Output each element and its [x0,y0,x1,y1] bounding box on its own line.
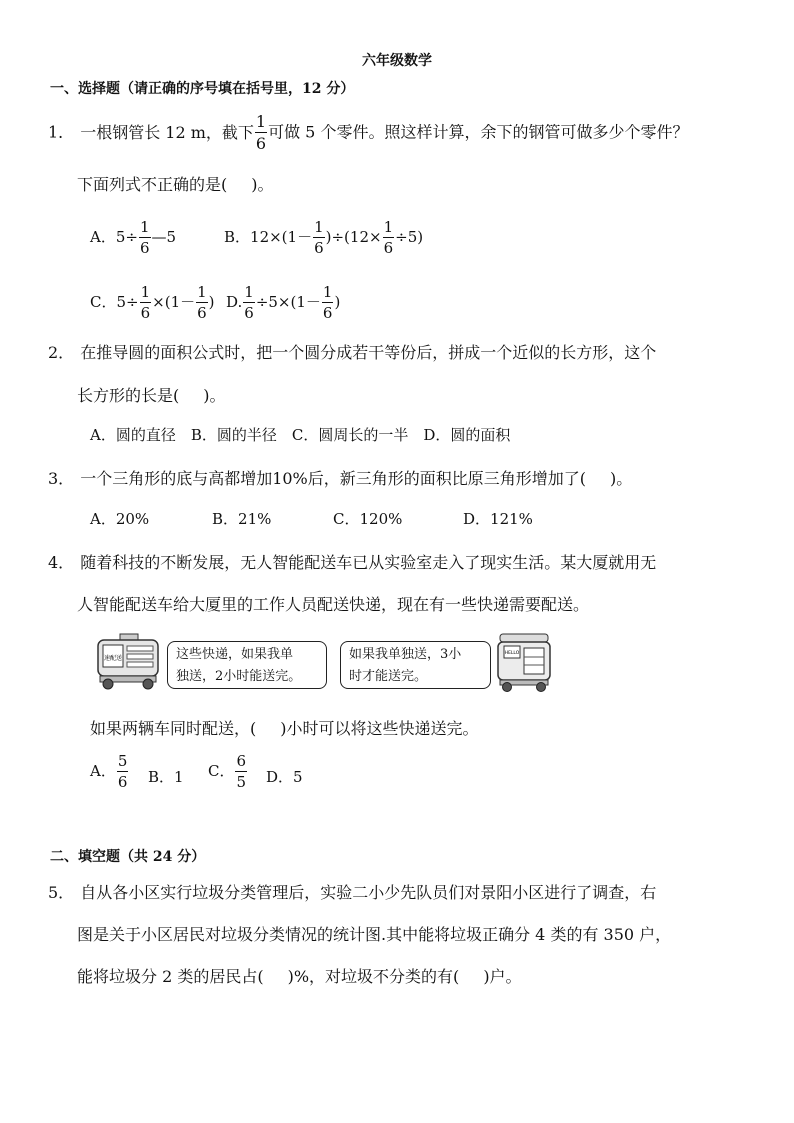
option-d[interactable]: D. $\frac{1}{6}$ ÷5×(1－ $\frac{1}{6}$ ) [226,283,341,322]
fraction-one-sixth: $\frac{1}{6}$ [255,112,267,153]
question-text: 可做 5 个零件。照这样计算，余下的钢管可做多少个零件？ [268,122,689,142]
question-3-line-1: 3． 一个三角形的底与高都增加10%后，新三角形的面积比原三角形增加了( )。 [48,469,633,488]
option-b[interactable]: B．1 [148,768,184,786]
question-5-line-3: 能将垃圾分 2 类的居民占( )%，对垃圾不分类的有( )户。 [77,967,522,986]
question-2-line-1: 2． 在推导圆的面积公式时，把一个圆分成若干等份后，拼成一个近似的长方形，这个 [48,343,657,362]
option-a[interactable]: A．20% [90,510,150,528]
option-b[interactable]: B．12×(1－ $\frac{1}{6}$ )÷(12× $\frac{1}{6}$ ÷5) [224,218,424,257]
option-c[interactable]: C．5÷ $\frac{1}{6}$ ×(1－ $\frac{1}{6}$ ) [90,283,215,322]
option-d[interactable]: D．5 [266,768,303,786]
truck-1-sign: 速配送 [103,655,123,662]
question-number: 1． [48,122,75,142]
speech-bubble-1: 这些快递，如果我单 独送，2小时能送完。 [167,641,327,689]
question-4-line-1: 4． 随着科技的不断发展，无人智能配送车已从实验室走入了现实生活。某大厦就用无 [48,553,657,572]
question-2-line-2: 长方形的长是( )。 [77,386,226,405]
option-b[interactable]: B．21% [212,510,272,528]
option-a[interactable]: A． $\frac{5}{6}$ [90,752,128,791]
question-1-line-2 [77,172,274,195]
question-text: 一根钢管长 12 m，截下 [80,122,254,142]
question-4-line-3: 如果两辆车同时配送，( )小时可以将这些快递送完。 [90,719,479,738]
delivery-robot-1-illustration [94,632,162,690]
truck-2-sign: HELLO [504,651,520,656]
section-2-heading: 二、填空题（共 24 分） [50,849,206,865]
option-a[interactable]: A．5÷ $\frac{1}{6}$ —5 [90,218,177,257]
question-2-options[interactable]: A．圆的直径 B．圆的半径 C．圆周长的一半 D．圆的面积 [90,426,511,444]
option-c[interactable]: C．120% [333,510,403,528]
question-5-line-1: 5． 自从各小区实行垃圾分类管理后，实验二小少先队员们对景阳小区进行了调查，右 [48,883,657,902]
speech-bubble-2: 如果我单独送，3小 时才能送完。 [340,641,491,689]
question-text: )。 [251,175,274,194]
question-5-line-2: 图是关于小区居民对垃圾分类情况的统计图.其中能将垃圾正确分 4 类的有 350 户， [77,925,672,944]
option-c[interactable]: C． $\frac{6}{5}$ [208,752,247,791]
question-4-line-2: 人智能配送车给大厦里的工作人员配送快递，现在有一些快递需要配送。 [77,595,590,614]
delivery-robot-2-illustration [494,632,554,692]
question-text: 下面列式不正确的是( [77,175,228,194]
question-1-line-1 [48,114,688,152]
section-1-heading: 一、选择题（请正确的序号填在括号里，12 分） [50,81,355,97]
page-title: 六年级数学 [362,53,432,69]
option-d[interactable]: D．121% [463,510,533,528]
